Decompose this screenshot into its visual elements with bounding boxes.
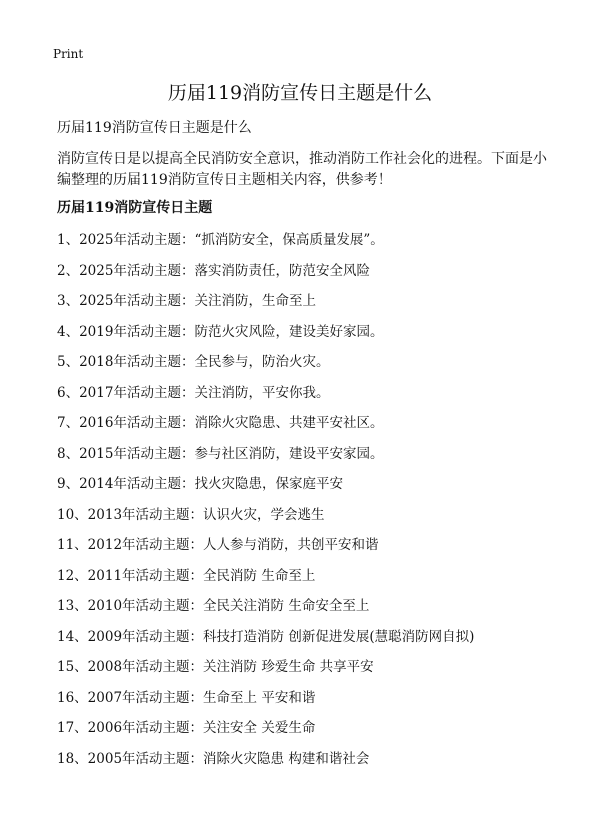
- page-title: 历届119消防宣传日主题是什么: [167, 82, 433, 104]
- print-label: Print: [53, 47, 84, 61]
- list-item: 16、2007年活动主题：生命至上 平安和谐: [57, 689, 316, 706]
- list-item: 8、2015年活动主题：参与社区消防，建设平安家园。: [57, 445, 384, 462]
- list-item: 15、2008年活动主题：关注消防 珍爱生命 共享平安: [57, 659, 374, 675]
- list-item: 7、2016年活动主题：消除火灾隐患、共建平安社区。: [57, 415, 384, 431]
- list-item: 5、2018年活动主题：全民参与，防治火灾。: [57, 354, 330, 370]
- list-item: 3、2025年活动主题：关注消防，生命至上: [57, 293, 316, 309]
- list-item: 13、2010年活动主题：全民关注消防 生命安全至上: [57, 598, 370, 614]
- list-item: 9、2014年活动主题：找火灾隐患，保家庭平安: [57, 476, 343, 492]
- theme-list: [57, 230, 577, 779]
- list-item: 6、2017年活动主题：关注消防，平安你我。: [57, 384, 330, 401]
- list-item: 11、2012年活动主题：人人参与消防，共创平安和谐: [57, 537, 379, 553]
- list-item: 12、2011年活动主题：全民消防 生命至上: [57, 567, 316, 584]
- intro-paragraph: 消防宣传日是以提高全民消防安全意识，推动消防工作社会化的进程。下面是小编整理的历届119消防宣传日主题相关内容，供参考！: [57, 151, 547, 188]
- list-item: 1、2025年活动主题：“抓消防安全，保高质量发展”。: [57, 232, 384, 248]
- subtitle: 历届119消防宣传日主题是什么: [57, 120, 252, 136]
- list-item: 17、2006年活动主题：关注安全 关爱生命: [57, 720, 316, 736]
- list-item: 14、2009年活动主题：科技打造消防 创新促进发展(慧聪消防网自拟): [57, 628, 475, 645]
- list-item: 4、2019年活动主题：防范火灾风险，建设美好家园。: [57, 323, 384, 340]
- list-item: 18、2005年活动主题：消除火灾隐患 构建和谐社会: [57, 750, 370, 767]
- list-item: 10、2013年活动主题：认识火灾，学会逃生: [57, 506, 325, 523]
- list-item: 2、2025年活动主题：落实消防责任，防范安全风险: [57, 262, 370, 279]
- section-heading: 历届119消防宣传日主题: [57, 200, 213, 216]
